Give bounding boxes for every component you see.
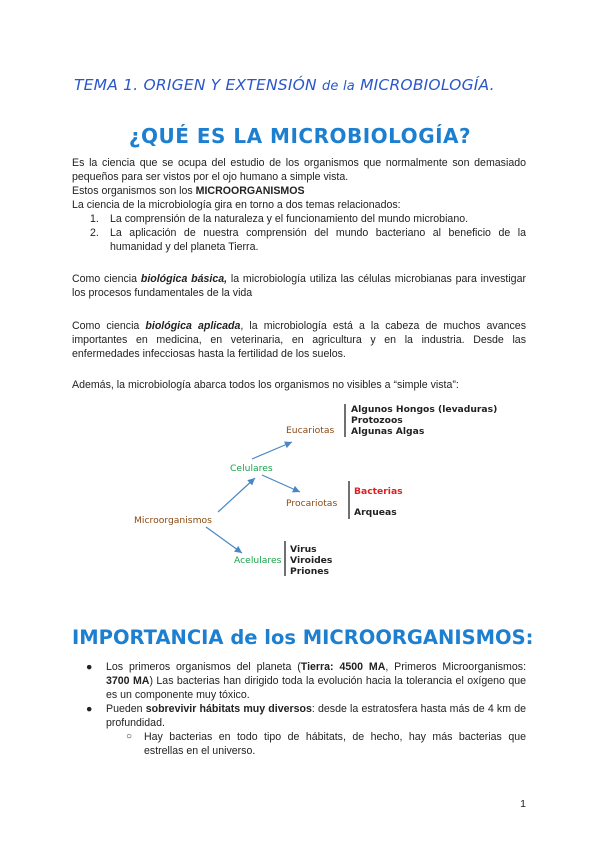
section1-body — [72, 156, 526, 254]
bold-fragment: 3700 MA — [106, 675, 150, 687]
label-procariotas: Procariotas — [286, 498, 338, 509]
label-acelulares: Acelulares — [234, 555, 282, 566]
title-main: TEMA 1. ORIGEN Y EXTENSIÓN — [74, 76, 317, 94]
bold-italic-term: biológica aplicada — [145, 320, 241, 332]
label-eucariotas: Eucariotas — [286, 425, 335, 436]
section-heading-importance: IMPORTANCIA de los MICROORGANISMOS: — [72, 626, 534, 649]
paragraph-microorganisms — [72, 184, 526, 198]
bullet-item — [72, 702, 526, 730]
text-fragment: Pueden — [106, 703, 146, 715]
arrow-to-eucariotas — [252, 442, 292, 459]
text-fragment: : desde la estratosfera hasta más de 4 km de profundidad. — [106, 703, 526, 729]
classification-diagram — [0, 395, 600, 595]
importance-list — [72, 660, 526, 758]
page-number: 1 — [520, 798, 526, 810]
item-protozoos: Protozoos — [351, 415, 403, 426]
item-priones: Priones — [290, 566, 329, 577]
section-heading-what-is: ¿QUÉ ES LA MICROBIOLOGÍA? — [128, 124, 472, 148]
arrow-to-procariotas — [262, 475, 300, 492]
bullet-dot-icon: ● — [86, 703, 93, 715]
document-title — [74, 76, 495, 94]
bullet-item — [72, 660, 526, 702]
title-subject: MICROBIOLOGÍA. — [360, 76, 495, 94]
list-item-text: La comprensión de la naturaleza y el funcionamiento del mundo microbiano. — [110, 213, 469, 225]
text-fragment: Como ciencia — [72, 320, 146, 332]
paragraph-applied-science — [72, 319, 526, 361]
list-item-text: La aplicación de nuestra comprensión del mundo bacteriano al beneficio de la humanidad y del planeta Tierra. — [110, 227, 526, 253]
list-item — [72, 226, 526, 254]
paragraph-basic-science — [72, 272, 526, 300]
paragraph-scope: Además, la microbiología abarca todos los organismos no visibles a “simple vista”: — [72, 379, 459, 391]
hollow-bullet-icon: ○ — [126, 731, 133, 742]
item-hongos: Algunos Hongos (levaduras) — [351, 404, 498, 415]
item-virus: Virus — [290, 544, 317, 555]
bold-fragment: Tierra: 4500 MA — [300, 661, 386, 673]
paragraph-topics-intro: La ciencia de la microbiología gira en torno a dos temas relacionados: — [72, 199, 401, 211]
bold-microorganisms: MICROORGANISMOS — [195, 185, 305, 197]
text-fragment: , Primeros Microorganismos: — [385, 661, 527, 673]
list-number: 1. — [90, 213, 99, 225]
item-bacterias: Bacterias — [354, 486, 403, 497]
text-fragment: , la microbiología está a la cabeza de muchos avances importantes en medicina, en veterinaria, en agricultura y en la industria. Desde las enfermedades infecciosas hasta la fertilidad de los suelos. — [72, 320, 526, 360]
list-number: 2. — [90, 227, 99, 239]
bold-fragment: sobrevivir hábitats muy diversos — [145, 703, 312, 715]
label-celulares: Celulares — [230, 463, 273, 474]
arrow-to-acelulares — [206, 527, 242, 553]
sub-bullet-item — [72, 730, 526, 758]
item-viroides: Viroides — [290, 555, 333, 566]
label-microorganismos: Microorganismos — [134, 515, 212, 526]
text-fragment: Hay bacterias en todo tipo de hábitats, de hecho, hay más bacterias que estrellas en el universo. — [144, 731, 526, 757]
text-fragment: ) Las bacterias han dirigido toda la evolución hacia la tolerancia el oxígeno que es un componente muy tóxico. — [106, 675, 526, 701]
text-fragment: la microbiología utiliza las células microbianas para investigar los procesos fundamentales de la vida — [72, 273, 526, 299]
text-fragment: Los primeros organismos del planeta ( — [106, 661, 301, 673]
title-de-la: de la — [321, 79, 355, 94]
text-fragment: Estos organismos son los — [72, 185, 196, 197]
item-arqueas: Arqueas — [354, 507, 397, 518]
text-fragment: Como ciencia — [72, 273, 141, 285]
item-algas: Algunas Algas — [351, 426, 425, 437]
bullet-dot-icon: ● — [86, 661, 93, 673]
arrow-to-celulares — [218, 478, 255, 512]
bold-italic-term: biológica básica, — [140, 273, 228, 285]
topics-list — [72, 212, 526, 254]
list-item — [72, 212, 526, 226]
paragraph-definition: Es la ciencia que se ocupa del estudio de los organismos que normalmente son demasiado pequeños para ser vistos por el ojo humano a simple vista. — [72, 157, 526, 183]
